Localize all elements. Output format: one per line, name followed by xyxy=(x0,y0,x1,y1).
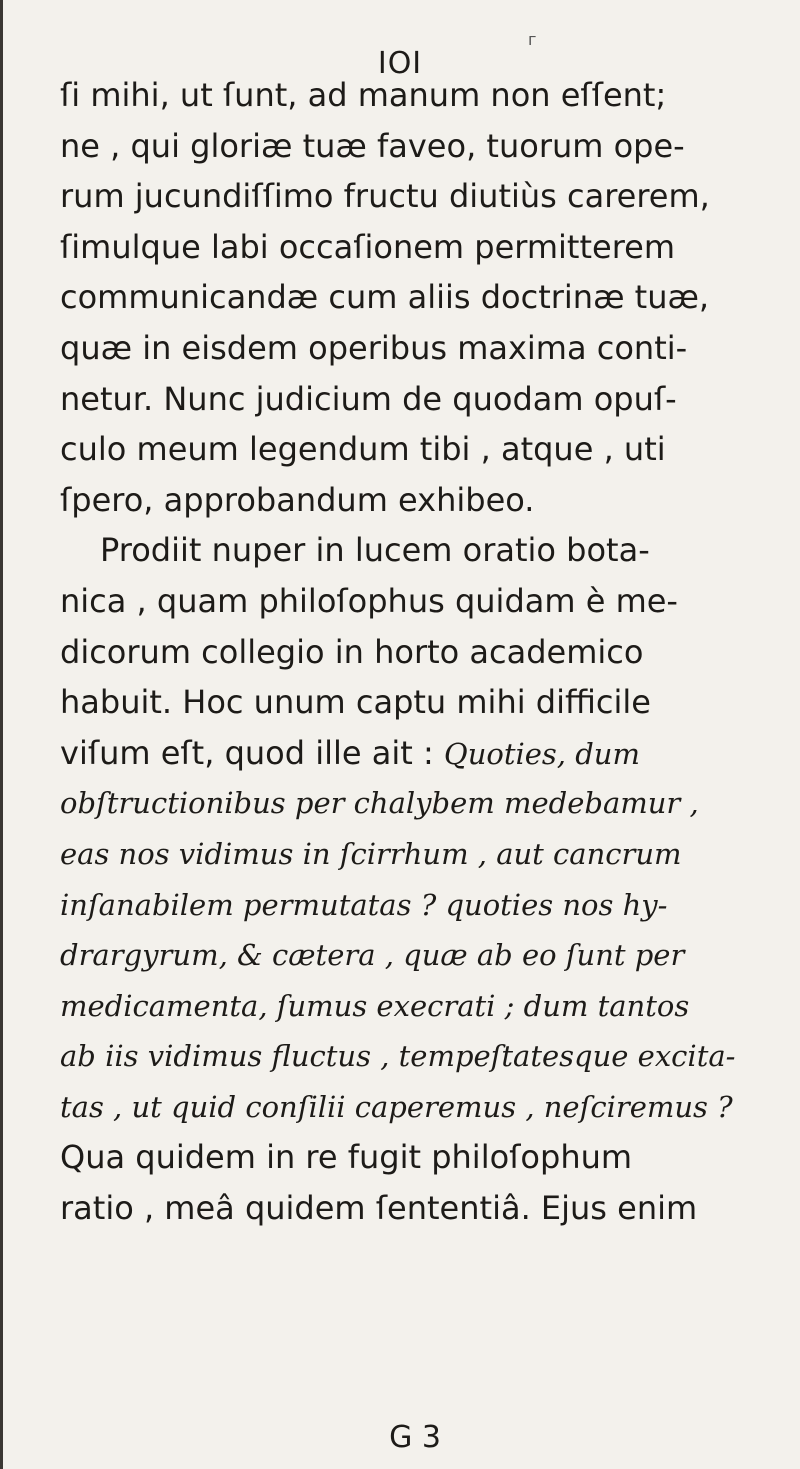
quotation-line: tas , ut quid conſilii caperemus , neſciremus ? xyxy=(60,1089,733,1124)
text-line: ſimulque labi occaſionem permitterem xyxy=(60,227,675,266)
quotation-line: obſtructionibus per chalybem medebamur , xyxy=(60,786,699,821)
signature-mark: G 3 xyxy=(389,1420,441,1455)
quotation-line: ab iis vidimus fluctus , tempeſtatesque excita- xyxy=(60,1039,736,1074)
text-line-mixed xyxy=(60,728,800,779)
paragraph-start-line: Prodiit nuper in lucem oratio bota- xyxy=(100,531,650,570)
page-number: IOI xyxy=(377,46,423,81)
quotation-line: medicamenta, ſumus execrati ; dum tantos xyxy=(60,988,690,1023)
text-line: ſi mihi, ut ſunt, ad manum non eſſent; xyxy=(60,76,667,114)
corner-mark: г xyxy=(528,30,537,49)
page-left-edge xyxy=(0,0,3,1469)
text-line: communicandæ cum aliis doctrinæ tuæ, xyxy=(60,278,710,317)
text-line: Qua quidem in re fugit philoſophum xyxy=(60,1138,633,1177)
text-line: ne , qui gloriæ tuæ faveo, tuorum ope- xyxy=(60,126,685,165)
quotation-line: inſanabilem permutatas ? quoties nos hy- xyxy=(60,887,668,922)
text-line: nica , quam philoſophus quidam è me- xyxy=(60,581,678,620)
quotation-start: Quoties, dum xyxy=(443,736,640,771)
text-line: habuit. Hoc unum captu mihi difficile xyxy=(60,683,651,722)
quotation-line: drargyrum, & cætera , quæ ab eo ſunt per xyxy=(60,938,685,973)
text-line: ſpero, approbandum exhibeo. xyxy=(60,480,535,519)
text-line: dicorum collegio in horto academico xyxy=(60,632,644,671)
text-line: netur. Nunc judicium de quodam opuſ- xyxy=(60,379,677,418)
text-line: rum jucundiſſimo fructu diutiùs carerem, xyxy=(60,177,710,216)
text-line: quæ in eisdem operibus maxima conti- xyxy=(60,328,688,367)
quotation-line: eas nos vidimus in ſcirrhum , aut cancrum xyxy=(60,836,682,871)
text-line: culo meum legendum tibi , atque , uti xyxy=(60,430,666,469)
text-line-roman: viſum eſt, quod ille ait : xyxy=(60,733,444,772)
text-body xyxy=(60,70,800,1234)
text-line: ratio , meâ quidem ſententiâ. Ejus enim xyxy=(60,1189,698,1228)
